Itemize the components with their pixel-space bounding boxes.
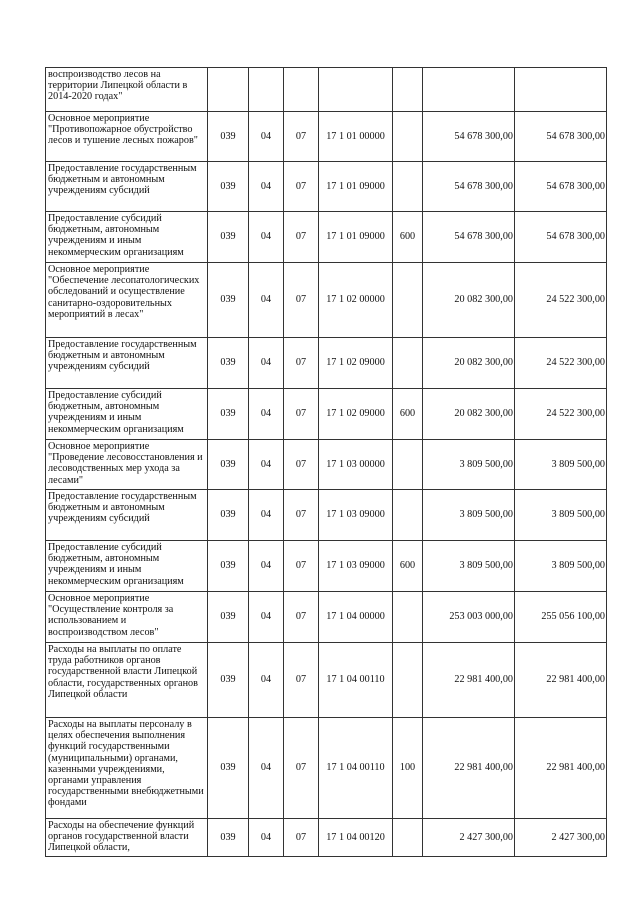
cell-ved-code: 039: [208, 490, 249, 541]
cell-ved-code: 039: [208, 162, 249, 212]
cell-section-code: 04: [249, 440, 284, 490]
cell-amount-1: 253 003 000,00: [423, 592, 515, 643]
cell-target-article: 17 1 02 09000: [319, 338, 393, 389]
cell-expense-type: [393, 440, 423, 490]
cell-subsection-code: 07: [284, 112, 319, 162]
cell-subsection-code: 07: [284, 643, 319, 718]
cell-target-article: 17 1 03 09000: [319, 490, 393, 541]
cell-subsection-code: 07: [284, 819, 319, 857]
table-row: [46, 592, 607, 643]
cell-name: Предоставление государственным бюджетным и автономным учреждениям субсидий: [46, 338, 208, 389]
table-row: [46, 112, 607, 162]
cell-target-article: 17 1 02 09000: [319, 389, 393, 440]
cell-section-code: 04: [249, 643, 284, 718]
cell-ved-code: 039: [208, 389, 249, 440]
cell-subsection-code: [284, 68, 319, 112]
cell-amount-2: 24 522 300,00: [515, 338, 607, 389]
cell-ved-code: 039: [208, 338, 249, 389]
cell-amount-2: 22 981 400,00: [515, 718, 607, 819]
cell-ved-code: 039: [208, 643, 249, 718]
cell-ved-code: 039: [208, 440, 249, 490]
table-body: [46, 68, 607, 857]
cell-subsection-code: 07: [284, 162, 319, 212]
cell-section-code: [249, 68, 284, 112]
cell-target-article: 17 1 04 00120: [319, 819, 393, 857]
cell-amount-2: 3 809 500,00: [515, 440, 607, 490]
cell-section-code: 04: [249, 592, 284, 643]
cell-amount-2: 24 522 300,00: [515, 263, 607, 338]
cell-amount-1: 54 678 300,00: [423, 162, 515, 212]
cell-expense-type: 600: [393, 389, 423, 440]
cell-expense-type: [393, 338, 423, 389]
cell-amount-2: 3 809 500,00: [515, 541, 607, 592]
cell-section-code: 04: [249, 263, 284, 338]
cell-section-code: 04: [249, 718, 284, 819]
cell-ved-code: 039: [208, 212, 249, 263]
cell-subsection-code: 07: [284, 718, 319, 819]
cell-amount-1: 20 082 300,00: [423, 263, 515, 338]
cell-subsection-code: 07: [284, 440, 319, 490]
cell-expense-type: [393, 263, 423, 338]
table-row: [46, 338, 607, 389]
cell-section-code: 04: [249, 389, 284, 440]
cell-expense-type: [393, 819, 423, 857]
cell-expense-type: 600: [393, 541, 423, 592]
cell-name: Расходы на обеспечение функций органов государственной власти Липецкой области,: [46, 819, 208, 857]
cell-ved-code: [208, 68, 249, 112]
cell-amount-2: 2 427 300,00: [515, 819, 607, 857]
budget-table: [45, 67, 607, 857]
cell-name: Предоставление государственным бюджетным и автономным учреждениям субсидий: [46, 490, 208, 541]
cell-ved-code: 039: [208, 718, 249, 819]
cell-section-code: 04: [249, 490, 284, 541]
cell-name: Предоставление субсидий бюджетным, автономным учреждениям и иным некоммерческим организациям: [46, 389, 208, 440]
table-row: [46, 541, 607, 592]
cell-target-article: 17 1 03 00000: [319, 440, 393, 490]
cell-expense-type: 100: [393, 718, 423, 819]
table-row: [46, 643, 607, 718]
cell-name: Расходы на выплаты персоналу в целях обеспечения выполнения функций государственными (муниципальными) органами, казенными учреждениями, органами управления государственными внебюджетными фондами: [46, 718, 208, 819]
cell-name: Основное мероприятие "Обеспечение лесопатологических обследований и осуществление санитарно-оздоровительных мероприятий в лесах": [46, 263, 208, 338]
cell-amount-2: 255 056 100,00: [515, 592, 607, 643]
cell-amount-1: 2 427 300,00: [423, 819, 515, 857]
cell-target-article: [319, 68, 393, 112]
cell-subsection-code: 07: [284, 212, 319, 263]
cell-target-article: 17 1 02 00000: [319, 263, 393, 338]
cell-name: воспроизводство лесов на территории Липецкой области в 2014-2020 годах": [46, 68, 208, 112]
cell-name: Предоставление субсидий бюджетным, автономным учреждениям и иным некоммерческим организациям: [46, 541, 208, 592]
cell-ved-code: 039: [208, 541, 249, 592]
cell-section-code: 04: [249, 338, 284, 389]
cell-name: Основное мероприятие "Противопожарное обустройство лесов и тушение лесных пожаров": [46, 112, 208, 162]
cell-amount-1: 3 809 500,00: [423, 440, 515, 490]
cell-ved-code: 039: [208, 819, 249, 857]
cell-target-article: 17 1 01 09000: [319, 162, 393, 212]
table-row: [46, 819, 607, 857]
cell-expense-type: 600: [393, 212, 423, 263]
cell-ved-code: 039: [208, 112, 249, 162]
cell-amount-1: [423, 68, 515, 112]
table-row: [46, 389, 607, 440]
cell-section-code: 04: [249, 162, 284, 212]
cell-amount-2: [515, 68, 607, 112]
cell-subsection-code: 07: [284, 541, 319, 592]
cell-expense-type: [393, 592, 423, 643]
cell-amount-1: 22 981 400,00: [423, 643, 515, 718]
cell-expense-type: [393, 162, 423, 212]
cell-amount-1: 3 809 500,00: [423, 541, 515, 592]
cell-subsection-code: 07: [284, 389, 319, 440]
cell-section-code: 04: [249, 541, 284, 592]
cell-amount-1: 54 678 300,00: [423, 212, 515, 263]
cell-name: Основное мероприятие "Осуществление контроля за использованием и воспроизводством лесов": [46, 592, 208, 643]
cell-target-article: 17 1 01 00000: [319, 112, 393, 162]
cell-amount-1: 54 678 300,00: [423, 112, 515, 162]
table-row: [46, 718, 607, 819]
cell-amount-2: 54 678 300,00: [515, 212, 607, 263]
cell-expense-type: [393, 643, 423, 718]
cell-subsection-code: 07: [284, 338, 319, 389]
table-row: [46, 162, 607, 212]
cell-subsection-code: 07: [284, 263, 319, 338]
cell-amount-1: 3 809 500,00: [423, 490, 515, 541]
cell-target-article: 17 1 04 00110: [319, 718, 393, 819]
table-row: [46, 490, 607, 541]
cell-name: Предоставление государственным бюджетным и автономным учреждениям субсидий: [46, 162, 208, 212]
cell-section-code: 04: [249, 819, 284, 857]
cell-amount-1: 20 082 300,00: [423, 389, 515, 440]
table-row: [46, 440, 607, 490]
cell-name: Предоставление субсидий бюджетным, автономным учреждениям и иным некоммерческим организациям: [46, 212, 208, 263]
cell-target-article: 17 1 03 09000: [319, 541, 393, 592]
cell-amount-2: 54 678 300,00: [515, 112, 607, 162]
cell-target-article: 17 1 04 00000: [319, 592, 393, 643]
cell-name: Основное мероприятие "Проведение лесовосстановления и лесоводственных мер ухода за лесами": [46, 440, 208, 490]
table-row: [46, 68, 607, 112]
cell-section-code: 04: [249, 212, 284, 263]
cell-expense-type: [393, 112, 423, 162]
cell-expense-type: [393, 490, 423, 541]
cell-amount-1: 20 082 300,00: [423, 338, 515, 389]
cell-ved-code: 039: [208, 592, 249, 643]
cell-amount-1: 22 981 400,00: [423, 718, 515, 819]
cell-amount-2: 54 678 300,00: [515, 162, 607, 212]
cell-ved-code: 039: [208, 263, 249, 338]
cell-expense-type: [393, 68, 423, 112]
cell-section-code: 04: [249, 112, 284, 162]
cell-amount-2: 22 981 400,00: [515, 643, 607, 718]
cell-amount-2: 24 522 300,00: [515, 389, 607, 440]
cell-name: Расходы на выплаты по оплате труда работников органов государственной власти Липецкой области, государственных органов Липецкой области: [46, 643, 208, 718]
cell-target-article: 17 1 04 00110: [319, 643, 393, 718]
table-row: [46, 263, 607, 338]
cell-subsection-code: 07: [284, 592, 319, 643]
cell-subsection-code: 07: [284, 490, 319, 541]
table-row: [46, 212, 607, 263]
cell-target-article: 17 1 01 09000: [319, 212, 393, 263]
cell-amount-2: 3 809 500,00: [515, 490, 607, 541]
